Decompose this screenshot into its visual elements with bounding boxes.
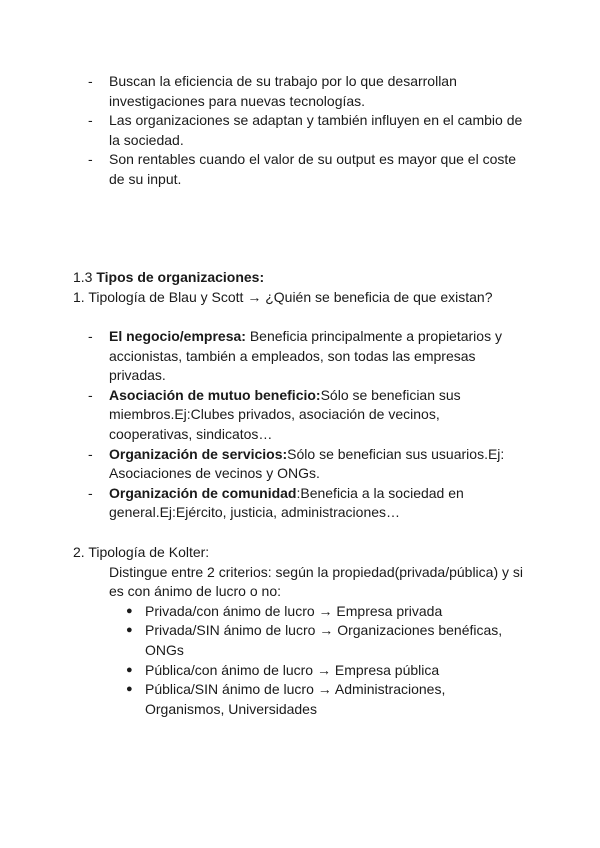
kotler-bullet-4-line-1: Pública/SIN ánimo de lucro → Administraciones, bbox=[145, 681, 446, 698]
blau-item-2-line-1 bbox=[109, 386, 461, 406]
dash-marker: - bbox=[88, 445, 93, 462]
blau-heading: 1. Tipología de Blau y Scott → ¿Quién se beneficia de que existan? bbox=[73, 288, 493, 305]
dash-marker: - bbox=[88, 112, 93, 129]
dash-marker: - bbox=[88, 73, 93, 89]
blau-item-3-line-1 bbox=[109, 445, 504, 465]
kotler-intro-line-1: Distingue entre 2 criterios: según la propiedad(privada/pública) y si bbox=[109, 563, 523, 580]
blau-item-3-term: Organización de servicios: bbox=[109, 445, 288, 462]
dash-marker: - bbox=[88, 386, 93, 403]
kotler-bullet-2-line-1: Privada/SIN ánimo de lucro → Organizaciones benéficas, bbox=[145, 622, 503, 639]
kotler-intro-line-2: es con ánimo de lucro o no: bbox=[109, 583, 281, 600]
bullet-dot: ● bbox=[126, 683, 133, 696]
kotler-bullet-3-line-1: Pública/con ánimo de lucro → Empresa pública bbox=[145, 661, 440, 678]
kotler-bullet-2-line-2: ONGs bbox=[145, 642, 184, 658]
section-number: 1.3 bbox=[73, 269, 93, 285]
kotler-bullet-1-line-1: Privada/con ánimo de lucro → Empresa privada bbox=[145, 602, 443, 619]
section-heading bbox=[73, 268, 264, 288]
bullet-dot: ● bbox=[126, 624, 133, 637]
kotler-heading: 2. Tipología de Kolter: bbox=[73, 544, 210, 560]
intro-bullet-2-line-2: la sociedad. bbox=[109, 131, 184, 148]
blau-item-2-rest: Sólo se benefician sus bbox=[320, 386, 461, 403]
dash-marker: - bbox=[88, 328, 93, 344]
intro-bullet-1-line-1: Buscan la eficiencia de su trabajo por lo que desarrollan bbox=[109, 73, 457, 89]
blau-item-1-line-3: privadas. bbox=[109, 367, 166, 384]
intro-bullet-3-line-2: de su input. bbox=[109, 171, 182, 187]
blau-item-4-rest: :Beneficia a la sociedad en bbox=[296, 484, 464, 501]
blau-item-1-term: El negocio/empresa: bbox=[109, 328, 246, 344]
blau-item-2-term: Asociación de mutuo beneficio: bbox=[109, 386, 321, 403]
blau-item-4-line-1 bbox=[109, 484, 464, 504]
intro-bullet-2-line-1: Las organizaciones se adaptan y también influyen en el cambio de bbox=[109, 112, 523, 129]
intro-bullet-1-line-2: investigaciones para nuevas tecnologías. bbox=[109, 92, 366, 109]
intro-bullet-3-line-1: Son rentables cuando el valor de su output es mayor que el coste bbox=[109, 151, 517, 168]
section-title: Tipos de organizaciones: bbox=[96, 269, 265, 285]
bullet-dot: ● bbox=[126, 663, 133, 676]
blau-item-1-line-2: accionistas, también a empleados, son todas las empresas bbox=[109, 347, 476, 364]
dash-marker: - bbox=[88, 151, 93, 168]
blau-item-1-line-1 bbox=[109, 327, 502, 347]
blau-item-3-line-2: Asociaciones de vecinos y ONGs. bbox=[109, 465, 320, 482]
blau-item-2-line-2: miembros.Ej:Clubes privados, asociación de vecinos, bbox=[109, 406, 440, 423]
blau-item-2-line-3: cooperativas, sindicatos… bbox=[109, 426, 273, 442]
dash-marker: - bbox=[88, 484, 93, 501]
blau-item-4-term: Organización de comunidad bbox=[109, 484, 297, 501]
kotler-bullet-4-line-2: Organismos, Universidades bbox=[145, 700, 317, 717]
blau-item-3-rest: Sólo se benefician sus usuarios.Ej: bbox=[287, 445, 505, 462]
blau-item-1-rest: Beneficia principalmente a propietarios y bbox=[245, 328, 502, 344]
bullet-dot: ● bbox=[126, 604, 133, 617]
blau-item-4-line-2: general.Ej:Ejército, justicia, administraciones… bbox=[109, 504, 401, 521]
